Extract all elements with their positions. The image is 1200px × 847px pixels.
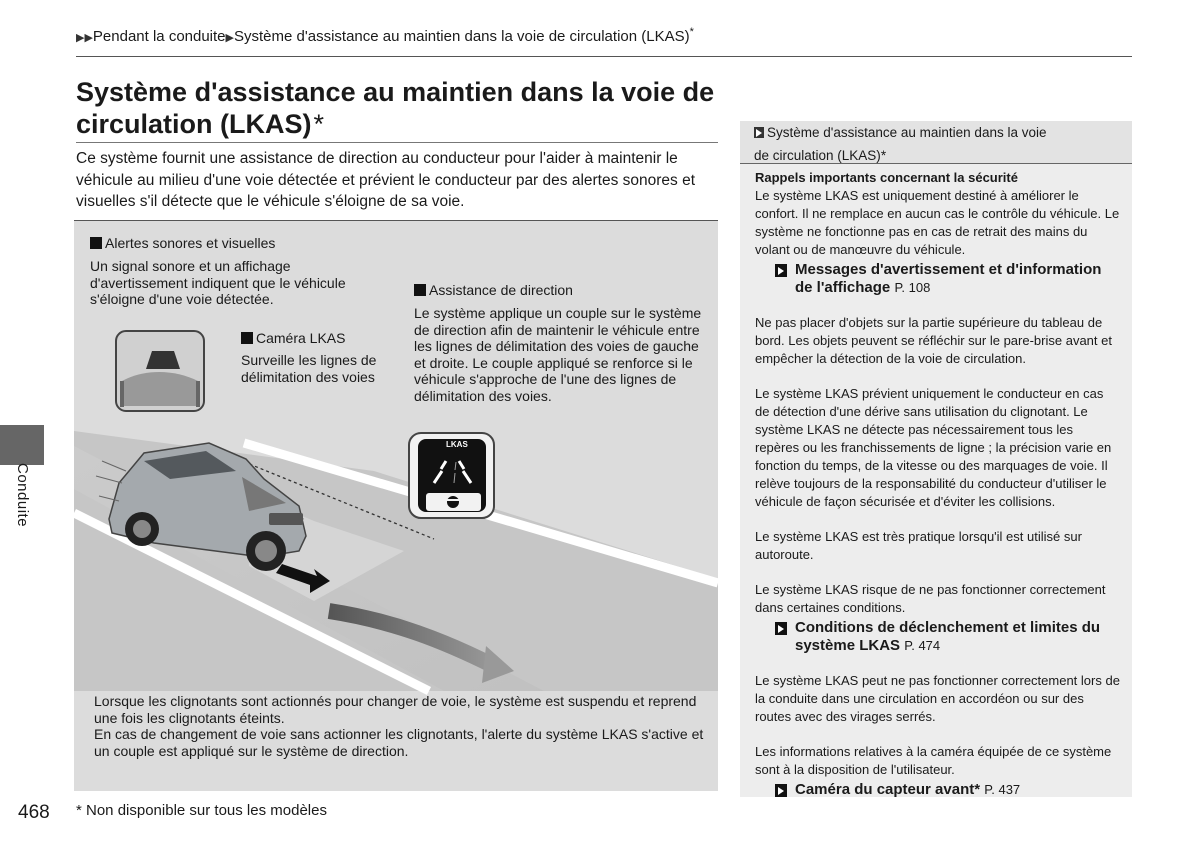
page-title-text: Système d'assistance au maintien dans la voie de circulation (LKAS)	[76, 77, 715, 139]
breadcrumb-item[interactable]: Système d'assistance au maintien dans la voie de circulation (LKAS)	[234, 28, 690, 45]
no-signal-text: En cas de changement de voie sans actionner les clignotants, l'alerte du système LKAS s'active et un couple est appliqué sur le système de direction.	[94, 726, 704, 759]
steering-text: Le système applique un couple sur le système de direction afin de maintenir le véhicule entre les lignes de délimitation des voies de gauche et droite. Le couple appliqué se renforce si le véhicule s'approche de l'une des lignes de délimitation des voies.	[414, 305, 702, 404]
footnote: * Non disponible sur tous les modèles	[76, 802, 327, 819]
breadcrumb-item[interactable]: Pendant la conduite	[92, 28, 226, 45]
sidebar-paragraph: Les informations relatives à la caméra équipée de ce système sont à la disposition de l'utilisateur.	[755, 744, 1112, 777]
reference-arrow-icon	[775, 784, 787, 797]
sidebar-paragraph: Le système LKAS peut ne pas fonctionner correctement lors de la conduite dans une circulation en accordéon ou sur des routes avec des virages serrés.	[755, 673, 1120, 724]
turn-signal-note	[94, 693, 709, 759]
page-title	[76, 76, 716, 140]
square-bullet-icon	[414, 284, 426, 296]
header-divider	[76, 56, 1132, 57]
lkas-illustration	[74, 220, 718, 791]
steering-heading-text: Assistance de direction	[429, 282, 573, 298]
sidebar-paragraph: Le système LKAS prévient uniquement le conducteur en cas de détection d'une dérive sans utilisation du clignotant. Le système LKAS ne détecte pas nécessairement tous les repères ou les franchissements de ligne ; la précision varie en fonction du temps, de la vitesse ou des marquages de voie. Il relève toujours de la responsabilité du conducteur d'utiliser le véhicule de façon sécurisée et d'éviter les collisions.	[755, 386, 1112, 509]
title-divider	[76, 142, 718, 143]
asterisk: *	[880, 148, 887, 163]
xref-camera[interactable]	[775, 781, 1120, 799]
xref-messages[interactable]	[775, 261, 1120, 297]
alerts-heading-text: Alertes sonores et visuelles	[105, 235, 276, 251]
xref-text[interactable]: Conditions de déclenchement et limites du système LKAS	[795, 619, 1101, 654]
xref-page[interactable]: P. 108	[894, 280, 931, 295]
breadcrumb	[76, 26, 694, 45]
turn-signal-text: Lorsque les clignotants sont actionnés pour changer de voie, le système est suspendu et reprend une fois les clignotants éteints.	[94, 693, 697, 726]
sidebar-header	[740, 121, 1132, 163]
square-bullet-icon	[90, 237, 102, 249]
sidebar-paragraph: Le système LKAS risque de ne pas fonctionner correctement dans certaines conditions.	[755, 582, 1106, 615]
alerts-text: Un signal sonore et un affichage d'avertissement indiquent que le véhicule s'éloigne d'une voie détectée.	[90, 258, 346, 307]
section-tab	[0, 425, 44, 465]
sidebar-paragraph: Ne pas placer d'objets sur la partie supérieure du tableau de bord. Les objets peuvent se réfléchir sur le pare-brise avant et empêcher la détection de la voie de circulation.	[755, 315, 1112, 366]
steering-heading	[414, 282, 573, 298]
breadcrumb-arrow-icon: ▶▶	[76, 32, 93, 44]
page-number: 468	[18, 802, 50, 823]
xref-page[interactable]: P. 474	[904, 638, 941, 653]
safety-title: Rappels importants concernant la sécurité	[755, 170, 1018, 185]
square-bullet-icon	[241, 332, 253, 344]
sidebar-header-text	[754, 121, 1054, 167]
xref-text[interactable]: Messages d'avertissement et d'information de l'affichage	[795, 261, 1102, 296]
camera-heading-text: Caméra LKAS	[256, 330, 346, 346]
intro-paragraph: Ce système fournit une assistance de direction au conducteur pour l'aider à maintenir le véhicule au milieu d'une voie détectée et prévient le conducteur par des alertes sonores et visuelles s'il détecte que le véhicule s'éloigne de sa voie.	[76, 150, 696, 210]
asterisk: *	[313, 109, 325, 139]
camera-heading	[241, 330, 345, 346]
safety-text: Le système LKAS est uniquement destiné à améliorer le confort. Il ne remplace en aucun cas le contrôle du véhicule. Le système ne fonctionne pas en cas de retrait des mains du volant ou de manœuvre du véhicule.	[755, 188, 1120, 257]
alerts-heading	[90, 235, 275, 251]
reference-arrow-icon	[775, 264, 787, 277]
section-tab-label: Conduite	[14, 463, 31, 528]
camera-text: Surveille les lignes de délimitation des voies	[241, 352, 377, 385]
asterisk: *	[974, 781, 981, 798]
xref-page[interactable]: P. 437	[984, 782, 1021, 797]
sidebar-header-title: Système d'assistance au maintien dans la voie de circulation (LKAS)	[754, 125, 1047, 163]
sidebar-divider	[740, 163, 1132, 164]
reference-arrow-icon	[775, 622, 787, 635]
xref-conditions[interactable]	[775, 619, 1120, 655]
sidebar-notes	[740, 121, 1132, 797]
sidebar-body	[755, 169, 1120, 816]
breadcrumb-arrow-icon: ▶	[225, 32, 234, 44]
asterisk: *	[689, 26, 694, 38]
sidebar-paragraph: Le système LKAS est très pratique lorsqu'il est utilisé sur autoroute.	[755, 529, 1082, 562]
xref-text[interactable]: Caméra du capteur avant	[795, 781, 975, 798]
camera-inset	[116, 331, 204, 411]
lkas-display-label: LKAS	[446, 440, 468, 449]
chevron-icon	[754, 127, 764, 138]
